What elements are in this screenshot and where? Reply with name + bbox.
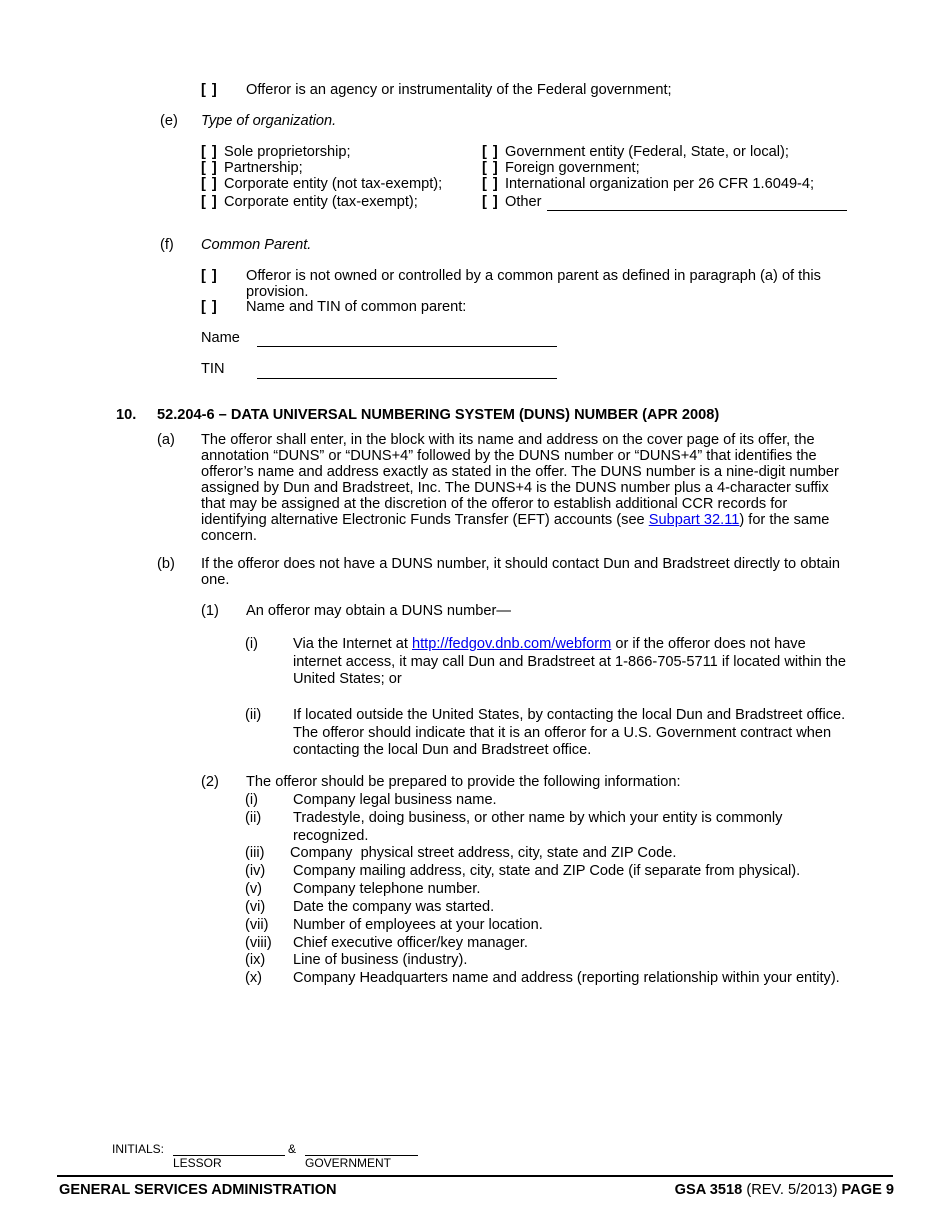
list-item: Company mailing address, city, state and ZIP Code (if separate from physical). <box>293 863 801 879</box>
list-item-label: (iv) <box>245 863 266 879</box>
common-parent-title: Common Parent <box>201 237 308 253</box>
common-parent-heading: Common Parent. <box>201 237 312 253</box>
checkbox[interactable]: [ ] <box>482 194 499 210</box>
org-type-option: Sole proprietorship; <box>224 144 351 160</box>
other-org-type-field[interactable] <box>547 210 847 211</box>
list-item-label: (ix) <box>245 952 266 968</box>
form-revision: (REV. 5/2013) <box>746 1182 838 1198</box>
list-item-label: (ii) <box>245 810 262 826</box>
checkbox[interactable]: [ ] <box>201 160 218 176</box>
org-type-option: Foreign government; <box>505 160 640 176</box>
common-parent-option: Name and TIN of common parent: <box>246 299 467 315</box>
internet-option-paragraph: Via the Internet at http://fedgov.dnb.com/webform or if the offeror does not have internet access, it may call Dun and Bradstreet at 1-866-705-5711 if located within the United States; or <box>293 636 846 687</box>
government-label: GOVERNMENT <box>305 1156 392 1170</box>
checkbox[interactable]: [ ] <box>482 160 499 176</box>
checkbox[interactable]: [ ] <box>201 268 218 284</box>
item-label: (a) <box>157 432 175 448</box>
list-item-label: (viii) <box>245 935 272 951</box>
list-item-label: (x) <box>245 970 263 986</box>
form-info <box>675 1182 894 1198</box>
list-item: Company telephone number. <box>293 881 481 897</box>
obtain-duns-text: An offeror may obtain a DUNS number— <box>246 603 511 619</box>
initials-label: INITIALS: <box>112 1142 165 1156</box>
checkbox[interactable]: [ ] <box>482 176 499 192</box>
item-label: (1) <box>201 603 219 619</box>
item-label: (e) <box>160 113 178 129</box>
list-item-label: (i) <box>245 792 258 808</box>
common-parent-tin-field[interactable] <box>257 378 557 379</box>
section-title: 52.204-6 – DATA UNIVERSAL NUMBERING SYSTEM (DUNS) NUMBER (APR 2008) <box>157 407 720 423</box>
checkbox[interactable]: [ ] <box>201 194 218 210</box>
lessor-label: LESSOR <box>173 1156 222 1170</box>
checkbox[interactable]: [ ] <box>201 299 218 315</box>
section-number: 10. <box>116 407 137 423</box>
footer-rule <box>57 1175 893 1177</box>
list-item-label: (vi) <box>245 899 266 915</box>
list-item-label: (vii) <box>245 917 269 933</box>
list-item: Chief executive officer/key manager. <box>293 935 528 951</box>
list-item: Tradestyle, doing business, or other name by which your entity is commonly recognized. <box>293 810 783 844</box>
item-label: (i) <box>245 636 258 652</box>
subpart-link[interactable]: Subpart 32.11 <box>648 512 740 528</box>
tin-label: TIN <box>201 361 225 377</box>
org-type-option: Partnership; <box>224 160 303 176</box>
duns-entry-paragraph: The offeror shall enter, in the block with its name and address on the cover page of its offer, the annotation “DUNS” or “DUNS+4” followed by the DUNS number or “DUNS+4” that identifies the offeror’s name and address exactly as stated in the offer. The DUNS number is a nine-digit number assigned by Dun and Bradstreet, Inc. The DUNS+4 is the DUNS number plus a 4-character suffix that may be assigned at the discretion of the offeror to establish additional CCR records for identifying alternative Electronic Funds Transfer (EFT) accounts (see Subpart 32.11) for the same concern. <box>201 432 839 544</box>
list-item: Company Headquarters name and address (reporting relationship within your entity). <box>293 970 840 986</box>
agency-name: GENERAL SERVICES ADMINISTRATION <box>59 1182 337 1198</box>
ampersand: & <box>288 1142 297 1156</box>
required-info-text: The offeror should be prepared to provide the following information: <box>246 774 681 790</box>
list-item: Line of business (industry). <box>293 952 468 968</box>
checkbox[interactable]: [ ] <box>201 144 218 160</box>
item-label: (ii) <box>245 707 262 723</box>
form-number: GSA 3518 <box>674 1182 743 1198</box>
list-item-label: (iii) <box>245 845 265 861</box>
org-type-option: Corporate entity (not tax-exempt); <box>224 176 443 192</box>
org-type-option: Other <box>505 194 542 210</box>
org-type-option: Corporate entity (tax-exempt); <box>224 194 418 210</box>
no-common-parent-option: Offeror is not owned or controlled by a common parent as defined in paragraph (a) of this provision. <box>246 268 821 300</box>
checkbox[interactable]: [ ] <box>482 144 499 160</box>
name-label: Name <box>201 330 240 346</box>
checkbox[interactable]: [ ] <box>201 176 218 192</box>
no-duns-paragraph: If the offeror does not have a DUNS number, it should contact Dun and Bradstreet directly to obtain one. <box>201 556 840 588</box>
org-type-heading: Type of organization. <box>201 113 337 129</box>
checkbox[interactable]: [ ] <box>201 82 218 98</box>
item-label: (b) <box>157 556 175 572</box>
list-item: Company physical street address, city, state and ZIP Code. <box>290 845 677 861</box>
page-number: PAGE 9 <box>841 1182 894 1198</box>
outside-us-paragraph: If located outside the United States, by contacting the local Dun and Bradstreet office. The offeror should indicate that it is an offeror for a U.S. Government contract when contacting the local Dun and Bradstreet office. <box>293 707 846 758</box>
org-type-title: Type of organization <box>201 113 333 129</box>
item-label: (f) <box>160 237 174 253</box>
org-type-option: Government entity (Federal, State, or local); <box>505 144 789 160</box>
list-item: Company legal business name. <box>293 792 497 808</box>
list-item: Date the company was started. <box>293 899 495 915</box>
federal-agency-option: Offeror is an agency or instrumentality of the Federal government; <box>246 82 672 98</box>
list-item-label: (v) <box>245 881 263 897</box>
item-label: (2) <box>201 774 219 790</box>
dnb-webform-link[interactable]: http://fedgov.dnb.com/webform <box>412 636 612 652</box>
org-type-option: International organization per 26 CFR 1.6049-4; <box>505 176 815 192</box>
list-item: Number of employees at your location. <box>293 917 543 933</box>
common-parent-name-field[interactable] <box>257 346 557 347</box>
